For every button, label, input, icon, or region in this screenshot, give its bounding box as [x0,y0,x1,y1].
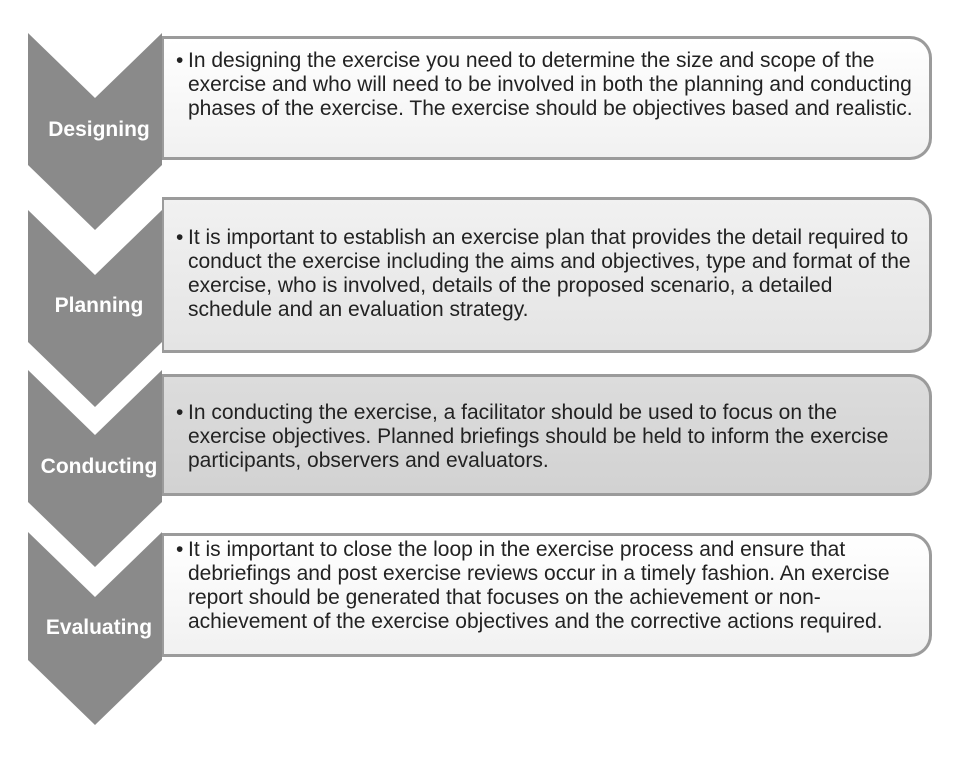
step-box-conducting [162,374,932,496]
step-label-designing: Designing [48,118,150,141]
step-box-evaluating [162,533,932,657]
step-box-planning [162,197,932,353]
step-label-conducting: Conducting [40,455,158,478]
step-box-designing [162,36,932,160]
step-text-designing: • In designing the exercise you need to determine the size and scope of the exercise and who will need to be involved in both the planning and conducting phases of the exercise. The exercise should be objectives based and realistic. [176,49,919,121]
step-text-planning: • It is important to establish an exercise plan that provides the detail required to conduct the exercise including the aims and objectives, type and format of the exercise, who is involved, details of the proposed scenario, a detailed schedule and an evaluation strategy. [176,226,919,322]
step-label-evaluating: Evaluating [45,616,153,639]
step-label-planning: Planning [54,294,144,317]
step-text-conducting: • In conducting the exercise, a facilitator should be used to focus on the exercise objectives. Planned briefings should be held to inform the exercise participants, observers and evaluators. [176,401,919,473]
step-text-evaluating: • It is important to close the loop in the exercise process and ensure that debriefings and post exercise reviews occur in a timely fashion. An exercise report should be generated that focuses on the achievement or non-achievement of the exercise objectives and the corrective actions required. [176,538,919,634]
